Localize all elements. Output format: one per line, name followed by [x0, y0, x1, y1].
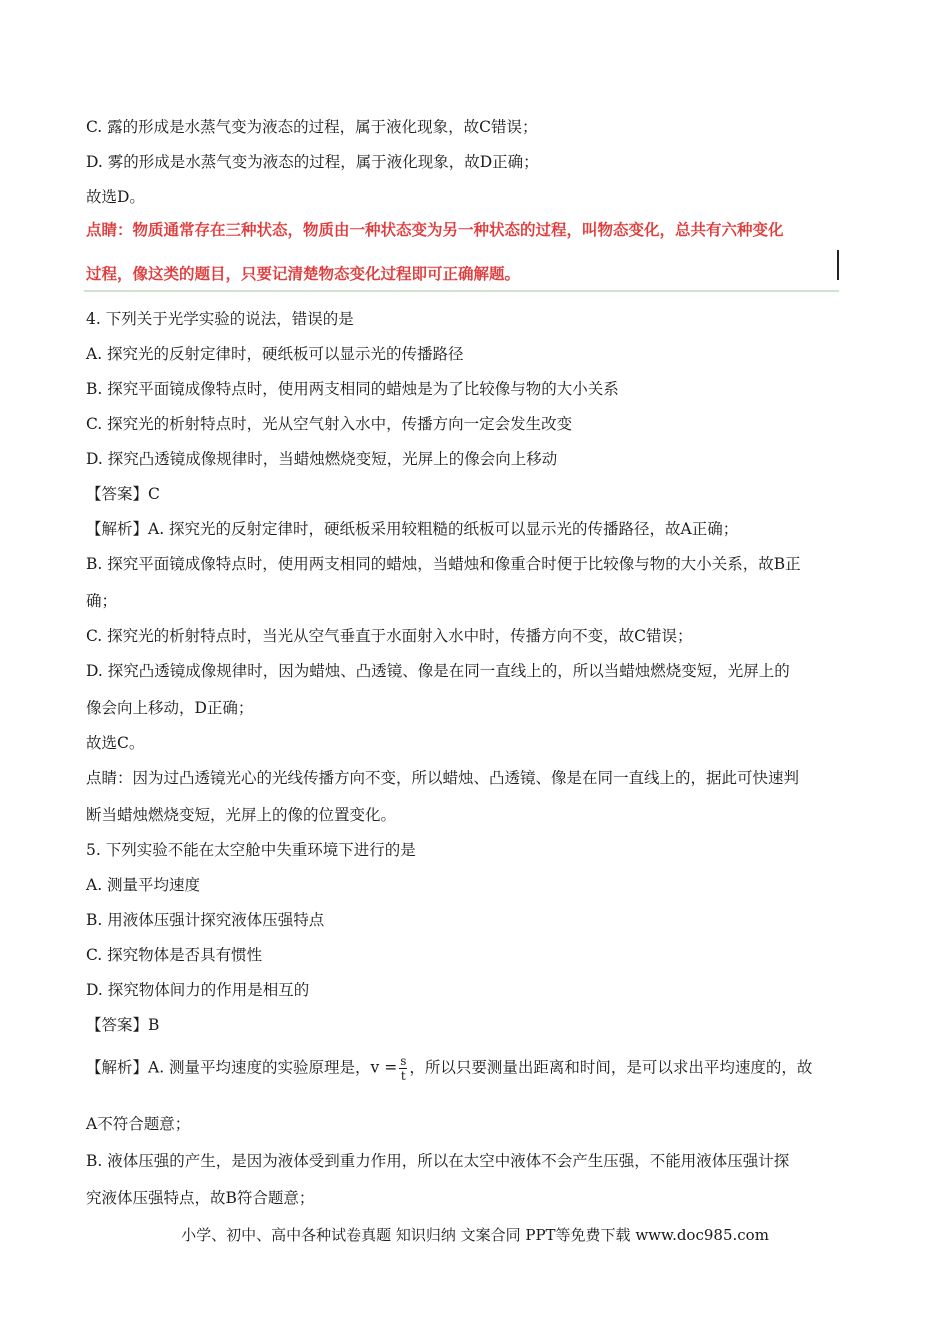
question-4-option-d: D. 探究凸透镜成像规律时，当蜡烛燃烧变短，光屏上的像会向上移动: [86, 450, 558, 468]
question-4-analysis-7: 故选C。: [86, 734, 145, 752]
footer-download-link[interactable]: 小学、初中、高中各种试卷真题 知识归纳 文案合同 PPT等免费下载 www.doc985.com: [181, 1226, 769, 1244]
question-5-option-a: A. 测量平均速度: [86, 876, 201, 894]
question-4-option-b: B. 探究平面镜成像特点时，使用两支相同的蜡烛是为了比较像与物的大小关系: [86, 380, 619, 398]
question-4-option-c: C. 探究光的析射特点时，光从空气射入水中，传播方向一定会发生改变: [86, 415, 573, 433]
question-4-analysis-3: 确；: [86, 592, 118, 610]
analysis-text-pre: 【解析】A. 测量平均速度的实验原理是，v =: [86, 1058, 398, 1077]
question-4-analysis-4: C. 探究光的析射特点时，当光从空气垂直于水面射入水中时，传播方向不变，故C错误；: [86, 627, 693, 645]
question-5-option-b: B. 用液体压强计探究液体压强特点: [86, 911, 325, 929]
velocity-fraction: [399, 1054, 407, 1083]
question-5-option-c: C. 探究物体是否具有惯性: [86, 946, 263, 964]
question-4-analysis-1: 【解析】A. 探究光的反射定律时，硬纸板采用较粗糙的纸板可以显示光的传播路径，故A正确；: [86, 520, 739, 538]
question-5-option-d: D. 探究物体间力的作用是相互的: [86, 981, 310, 999]
option-d-fog: D. 雾的形成是水蒸气变为液态的过程，属于液化现象，故D正确；: [86, 153, 539, 171]
question-4-stem: 4. 下列关于光学实验的说法，错误的是: [86, 310, 354, 328]
question-4-note-2: 断当蜡烛燃烧变短，光屏上的像的位置变化。: [86, 806, 397, 824]
answer-choice-d: 故选D。: [86, 188, 145, 206]
question-4-analysis-5: D. 探究凸透镜成像规律时，因为蜡烛、凸透镜、像是在同一直线上的，所以当蜡烛燃烧变短，光屏上的: [86, 662, 790, 680]
question-5-analysis-3: B. 液体压强的产生，是因为液体受到重力作用，所以在太空中液体不会产生压强，不能用液体压强计探: [86, 1152, 790, 1170]
note-red-box: [84, 212, 839, 292]
text-cursor-bar: [837, 250, 839, 280]
fraction-denominator: t: [400, 1069, 406, 1083]
question-4-analysis-6: 像会向上移动，D正确；: [86, 699, 254, 717]
question-5-analysis-2: A不符合题意；: [86, 1115, 191, 1133]
question-5-answer: 【答案】B: [86, 1016, 160, 1034]
question-4-option-a: A. 探究光的反射定律时，硬纸板可以显示光的传播路径: [86, 345, 464, 363]
fraction-numerator: s: [400, 1054, 407, 1068]
question-4-answer: 【答案】C: [86, 485, 160, 503]
question-5-analysis-4: 究液体压强特点，故B符合题意；: [86, 1189, 315, 1207]
question-4-note-1: 点睛：因为过凸透镜光心的光线传播方向不变，所以蜡烛、凸透镜、像是在同一直线上的，据此可快速判: [86, 769, 800, 787]
note-red-line-2: 过程，像这类的题目，只要记清楚物态变化过程即可正确解题。: [86, 265, 521, 283]
note-red-line-1: 点睛：物质通常存在三种状态，物质由一种状态变为另一种状态的过程，叫物态变化，总共有六种变化: [86, 221, 784, 239]
option-c-dew: C. 露的形成是水蒸气变为液态的过程，属于液化现象，故C错误；: [86, 118, 538, 136]
question-5-stem: 5. 下列实验不能在太空舱中失重环境下进行的是: [86, 841, 416, 859]
question-4-analysis-2: B. 探究平面镜成像特点时，使用两支相同的蜡烛，当蜡烛和像重合时便于比较像与物的大小关系，故B正: [86, 555, 801, 573]
analysis-text-post: ，所以只要测量出距离和时间，是可以求出平均速度的，故: [409, 1058, 813, 1077]
question-5-analysis-1: [86, 1054, 812, 1083]
